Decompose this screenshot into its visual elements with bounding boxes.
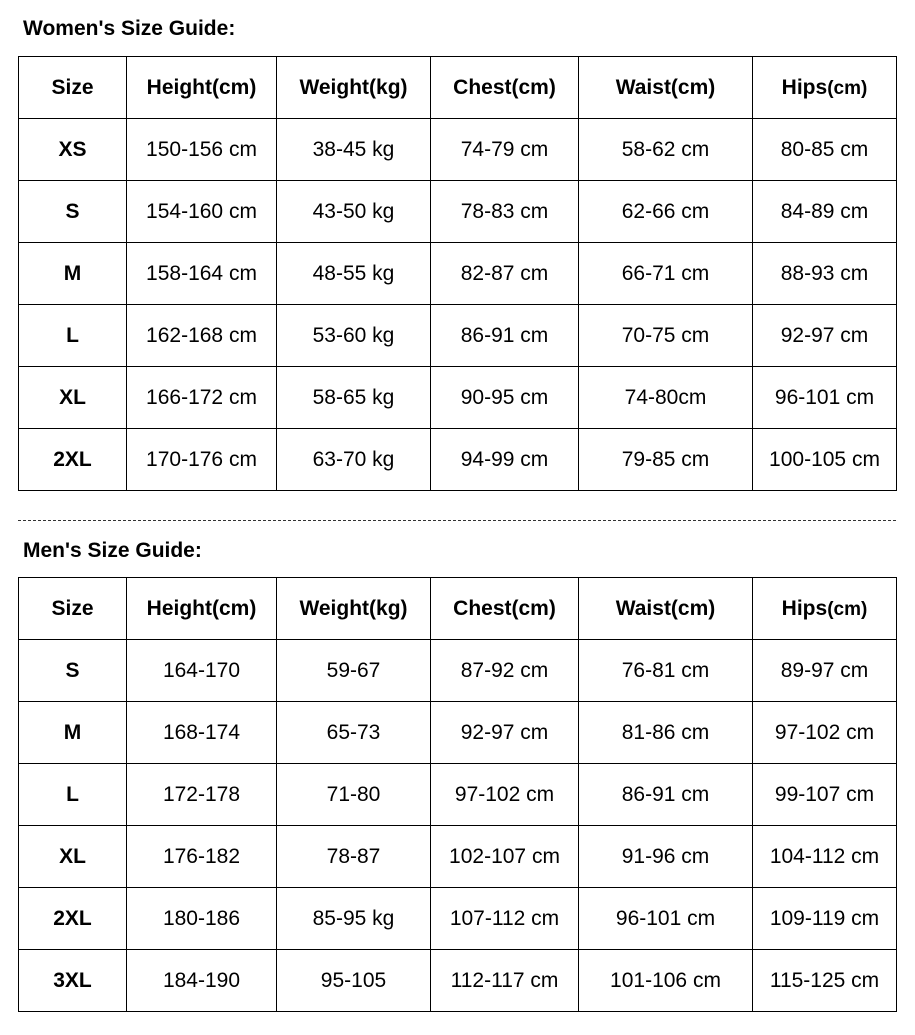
cell-weight: 63-70 kg bbox=[277, 429, 431, 491]
header-height: Height(cm) bbox=[127, 578, 277, 640]
cell-weight: 53-60 kg bbox=[277, 305, 431, 367]
cell-chest: 78-83 cm bbox=[431, 181, 579, 243]
table-header-row bbox=[19, 578, 897, 640]
cell-waist: 91-96 cm bbox=[579, 826, 753, 888]
cell-hips: 99-107 cm bbox=[753, 764, 897, 826]
table-row bbox=[19, 888, 897, 950]
cell-weight: 85-95 kg bbox=[277, 888, 431, 950]
cell-waist: 74-80cm bbox=[579, 367, 753, 429]
cell-hips: 100-105 cm bbox=[753, 429, 897, 491]
cell-chest: 97-102 cm bbox=[431, 764, 579, 826]
header-chest: Chest(cm) bbox=[431, 578, 579, 640]
cell-height: 168-174 bbox=[127, 702, 277, 764]
cell-waist: 86-91 cm bbox=[579, 764, 753, 826]
cell-waist: 81-86 cm bbox=[579, 702, 753, 764]
table-row bbox=[19, 640, 897, 702]
cell-chest: 102-107 cm bbox=[431, 826, 579, 888]
men-size-guide-title: Men's Size Guide: bbox=[23, 539, 202, 562]
women-size-table bbox=[18, 56, 897, 491]
header-chest: Chest(cm) bbox=[431, 57, 579, 119]
cell-height: 170-176 cm bbox=[127, 429, 277, 491]
cell-height: 176-182 bbox=[127, 826, 277, 888]
cell-size: S bbox=[19, 640, 127, 702]
women-table-body bbox=[19, 119, 897, 491]
cell-height: 184-190 bbox=[127, 950, 277, 1012]
cell-chest: 86-91 cm bbox=[431, 305, 579, 367]
cell-hips: 92-97 cm bbox=[753, 305, 897, 367]
header-weight: Weight(kg) bbox=[277, 57, 431, 119]
header-hips-unit: (cm) bbox=[827, 77, 868, 99]
cell-weight: 71-80 bbox=[277, 764, 431, 826]
cell-chest: 94-99 cm bbox=[431, 429, 579, 491]
cell-height: 154-160 cm bbox=[127, 181, 277, 243]
table-row bbox=[19, 429, 897, 491]
table-row bbox=[19, 826, 897, 888]
table-row bbox=[19, 367, 897, 429]
cell-size: XL bbox=[19, 826, 127, 888]
header-waist: Waist(cm) bbox=[579, 57, 753, 119]
women-size-guide-title: Women's Size Guide: bbox=[23, 17, 236, 40]
cell-weight: 58-65 kg bbox=[277, 367, 431, 429]
cell-weight: 65-73 bbox=[277, 702, 431, 764]
header-weight: Weight(kg) bbox=[277, 578, 431, 640]
cell-hips: 104-112 cm bbox=[753, 826, 897, 888]
cell-chest: 112-117 cm bbox=[431, 950, 579, 1012]
cell-height: 180-186 bbox=[127, 888, 277, 950]
cell-waist: 79-85 cm bbox=[579, 429, 753, 491]
table-row bbox=[19, 764, 897, 826]
cell-size: XL bbox=[19, 367, 127, 429]
cell-chest: 92-97 cm bbox=[431, 702, 579, 764]
header-hips-label: Hips bbox=[781, 596, 828, 620]
cell-chest: 74-79 cm bbox=[431, 119, 579, 181]
cell-waist: 66-71 cm bbox=[579, 243, 753, 305]
cell-size: 2XL bbox=[19, 888, 127, 950]
cell-size: L bbox=[19, 305, 127, 367]
header-height: Height(cm) bbox=[127, 57, 277, 119]
header-hips bbox=[753, 578, 897, 640]
cell-size: S bbox=[19, 181, 127, 243]
cell-chest: 87-92 cm bbox=[431, 640, 579, 702]
cell-weight: 78-87 bbox=[277, 826, 431, 888]
header-hips-label: Hips bbox=[781, 75, 828, 99]
cell-hips: 109-119 cm bbox=[753, 888, 897, 950]
header-waist: Waist(cm) bbox=[579, 578, 753, 640]
header-hips bbox=[753, 57, 897, 119]
cell-weight: 38-45 kg bbox=[277, 119, 431, 181]
men-size-table bbox=[18, 577, 897, 1012]
cell-hips: 96-101 cm bbox=[753, 367, 897, 429]
header-size: Size bbox=[19, 57, 127, 119]
cell-waist: 76-81 cm bbox=[579, 640, 753, 702]
cell-size: M bbox=[19, 702, 127, 764]
cell-hips: 89-97 cm bbox=[753, 640, 897, 702]
cell-weight: 95-105 bbox=[277, 950, 431, 1012]
cell-waist: 58-62 cm bbox=[579, 119, 753, 181]
cell-height: 158-164 cm bbox=[127, 243, 277, 305]
cell-size: 2XL bbox=[19, 429, 127, 491]
men-table-body bbox=[19, 640, 897, 1012]
table-row bbox=[19, 702, 897, 764]
cell-waist: 101-106 cm bbox=[579, 950, 753, 1012]
cell-weight: 43-50 kg bbox=[277, 181, 431, 243]
cell-hips: 115-125 cm bbox=[753, 950, 897, 1012]
cell-chest: 90-95 cm bbox=[431, 367, 579, 429]
cell-hips: 97-102 cm bbox=[753, 702, 897, 764]
cell-height: 172-178 bbox=[127, 764, 277, 826]
table-row bbox=[19, 243, 897, 305]
table-row bbox=[19, 950, 897, 1012]
table-row bbox=[19, 181, 897, 243]
cell-waist: 70-75 cm bbox=[579, 305, 753, 367]
cell-height: 164-170 bbox=[127, 640, 277, 702]
cell-waist: 96-101 cm bbox=[579, 888, 753, 950]
cell-chest: 82-87 cm bbox=[431, 243, 579, 305]
cell-size: XS bbox=[19, 119, 127, 181]
cell-hips: 84-89 cm bbox=[753, 181, 897, 243]
cell-hips: 80-85 cm bbox=[753, 119, 897, 181]
cell-chest: 107-112 cm bbox=[431, 888, 579, 950]
table-row bbox=[19, 305, 897, 367]
table-row bbox=[19, 119, 897, 181]
cell-hips: 88-93 cm bbox=[753, 243, 897, 305]
cell-height: 150-156 cm bbox=[127, 119, 277, 181]
header-hips-unit: (cm) bbox=[827, 598, 868, 620]
cell-waist: 62-66 cm bbox=[579, 181, 753, 243]
cell-weight: 48-55 kg bbox=[277, 243, 431, 305]
cell-height: 166-172 cm bbox=[127, 367, 277, 429]
cell-weight: 59-67 bbox=[277, 640, 431, 702]
cell-size: L bbox=[19, 764, 127, 826]
table-header-row bbox=[19, 57, 897, 119]
section-divider bbox=[18, 520, 896, 521]
cell-size: M bbox=[19, 243, 127, 305]
cell-size: 3XL bbox=[19, 950, 127, 1012]
cell-height: 162-168 cm bbox=[127, 305, 277, 367]
header-size: Size bbox=[19, 578, 127, 640]
